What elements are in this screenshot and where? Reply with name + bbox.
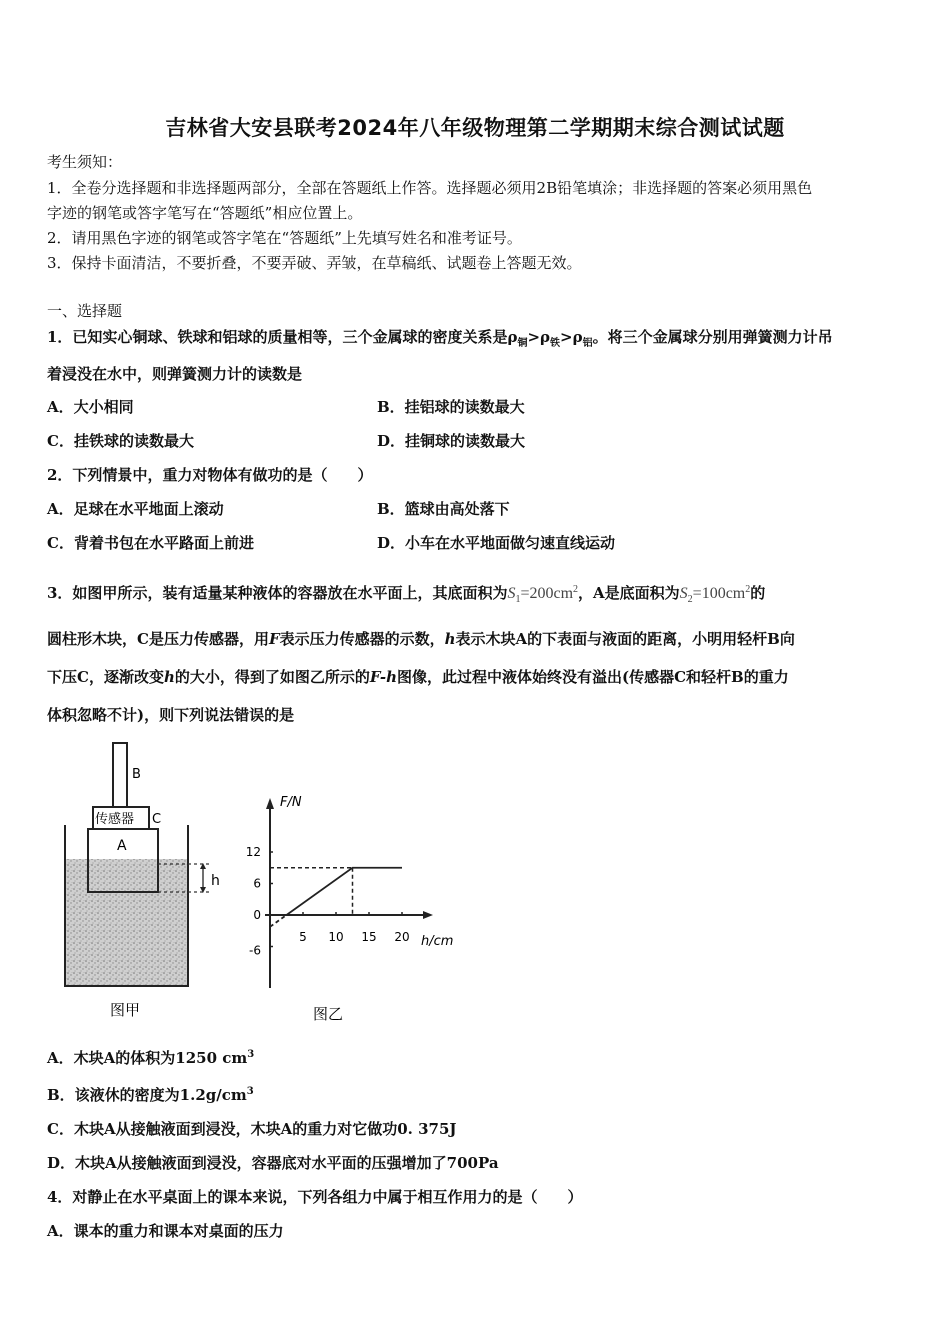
q3-option-a <box>47 1045 254 1068</box>
notice-heading: 考生须知： <box>47 153 123 171</box>
q1-gt-1: > <box>527 328 541 346</box>
notice-line-3: 3．保持卡面清洁，不要折叠，不要弄破、弄皱，在草稿纸、试题卷上答题无效。 <box>47 254 582 272</box>
q3-option-d: D．木块A从接触液面到浸没，容器底对水平面的压强增加了700Pa <box>47 1154 499 1172</box>
notice-line-1a: 1．全卷分选择题和非选择题两部分，全部在答题纸上作答。选择题必须用2B铅笔填涂；非选择题的答案必须用黑色 <box>47 179 813 197</box>
rod-b <box>113 743 127 807</box>
q3-option-b-sup: 3 <box>246 1086 254 1097</box>
q3-line3b: 的大小，得到了如图乙所示的 <box>174 668 370 686</box>
chart-ylabel: F/N <box>280 795 302 810</box>
q3-stem-line4: 体积忽略不计)，则下列说法错误的是 <box>47 706 295 724</box>
caption-jia: 图甲 <box>110 1001 141 1019</box>
q1-option-b: B．挂铝球的读数最大 <box>377 398 525 416</box>
q3-stem-line3 <box>47 667 789 687</box>
q3-F: F <box>268 630 280 648</box>
q3-s1: S <box>507 585 516 602</box>
q3-s2-val: =100cm <box>692 585 746 602</box>
q2-option-a: A．足球在水平地面上滚动 <box>47 500 224 518</box>
q2-option-c: C．背着书包在水平路面上前进 <box>47 534 254 552</box>
x-tick-label: 10 <box>328 930 344 944</box>
chart-xlabel: h/cm <box>421 934 454 949</box>
figure-jia <box>55 738 235 1028</box>
q1-rho-al: ρ <box>572 328 583 346</box>
q4-option-a: A．课本的重力和课本对桌面的压力 <box>47 1222 284 1240</box>
q3-s1-sub: 1 <box>515 594 521 605</box>
series-F-h-line <box>287 868 403 915</box>
q3-option-a-sup: 3 <box>247 1049 255 1060</box>
q1-option-a: A．大小相同 <box>47 398 134 416</box>
q2-option-d: D．小车在水平地面做匀速直线运动 <box>377 534 616 552</box>
q3-stem-line1 <box>47 577 765 613</box>
q3-stem-line2 <box>47 629 795 649</box>
q1-stem-line1 <box>47 327 833 354</box>
caption-yi: 图乙 <box>313 1005 344 1023</box>
chart-axes <box>265 798 433 988</box>
q1-option-c: C．挂铁球的读数最大 <box>47 432 194 450</box>
x-tick-label: 20 <box>394 930 410 944</box>
x-tick-label: 15 <box>361 930 377 944</box>
q1-option-d: D．挂铜球的读数最大 <box>377 432 526 450</box>
q1-rho-fe: ρ <box>540 328 550 346</box>
q3-option-a-text: A．木块A的体积为1250 cm <box>47 1049 248 1067</box>
q3-s1-val: =200cm <box>520 585 574 602</box>
q1-sub-cu: 铜 <box>517 338 528 349</box>
series-extension-line <box>270 915 287 927</box>
page-title: 吉林省大安县联考2024年八年级物理第二学期期末综合测试试题 <box>165 116 785 140</box>
q3-line3c: 图像，此过程中液体始终没有溢出(传感器C和轻杆B的重力 <box>396 668 789 686</box>
q1-sub-al: 铝 <box>582 338 593 349</box>
q3-s2: S <box>679 585 688 602</box>
y-axis-arrow <box>266 798 274 809</box>
y-tick-label: 12 <box>245 845 261 859</box>
notice-line-2: 2．请用黑色字迹的钢笔或答字笔在“答题纸”上先填写姓名和准考证号。 <box>47 229 522 247</box>
y-tick-label: 0 <box>253 908 261 922</box>
x-tick-label: 5 <box>299 930 307 944</box>
label-a: A <box>117 838 127 854</box>
notice-line-1b: 字迹的钢笔或答字笔写在“答题纸”相应位置上。 <box>47 204 363 222</box>
q1-gt-2: > <box>560 328 573 346</box>
q3-line2c: 表示木块A的下表面与液面的距离，小明用轻杆B向 <box>455 630 795 648</box>
label-c: C <box>152 812 162 827</box>
section-heading: 一、选择题 <box>47 302 123 320</box>
q3-option-c: C．木块A从接触液面到浸没，木块A的重力对它做功0. 375J <box>47 1120 457 1138</box>
q2-option-b: B．篮球由高处落下 <box>377 500 510 518</box>
q3-s1-sup: 2 <box>573 584 579 595</box>
q2-stem: 2．下列情景中，重力对物体有做功的是（ ） <box>47 466 373 484</box>
q3-Fh: F-h <box>369 668 397 686</box>
q3-line2a: 圆柱形木块，C是压力传感器，用 <box>47 630 269 648</box>
q3-stem-b: ，A是底面积为 <box>578 584 680 602</box>
x-axis-arrow <box>423 911 433 919</box>
q3-h-2: h <box>163 668 175 686</box>
q1-stem-a: 1．已知实心铜球、铁球和铝球的质量相等，三个金属球的密度关系是 <box>47 328 508 346</box>
label-h: h <box>211 873 220 889</box>
label-b: B <box>132 767 141 782</box>
label-sensor: 传感器 <box>95 812 135 827</box>
chart-series <box>270 868 402 927</box>
q3-line2b: 表示压力传感器的示数， <box>279 630 445 648</box>
q3-s2-sup: 2 <box>745 584 751 595</box>
q1-sub-fe: 铁 <box>550 338 560 349</box>
q1-stem-b: 。将三个金属球分别用弹簧测力计吊 <box>592 328 833 346</box>
q3-s2-sub: 2 <box>687 594 693 605</box>
y-tick-label: 6 <box>253 876 261 891</box>
y-tick-label: -6 <box>249 943 261 958</box>
q3-stem-a: 3．如图甲所示，装有适量某种液体的容器放在水平面上，其底面积为 <box>47 584 508 602</box>
q3-line3a: 下压C，逐渐改变 <box>47 668 164 686</box>
q1-stem-line2: 着浸没在水中，则弹簧测力计的读数是 <box>47 365 303 383</box>
figure-yi-chart <box>235 783 475 1028</box>
q4-stem: 4．对静止在水平桌面上的课本来说，下列各组力中属于相互作用力的是（ ） <box>47 1188 583 1206</box>
q1-rho-cu: ρ <box>507 328 518 346</box>
q3-option-b-text: B．该液休的密度为1.2g/cm <box>47 1086 247 1104</box>
q3-h: h <box>444 630 456 648</box>
liquid-fill <box>66 859 187 985</box>
q3-option-b <box>47 1082 254 1105</box>
q3-stem-c: 的 <box>750 584 766 602</box>
